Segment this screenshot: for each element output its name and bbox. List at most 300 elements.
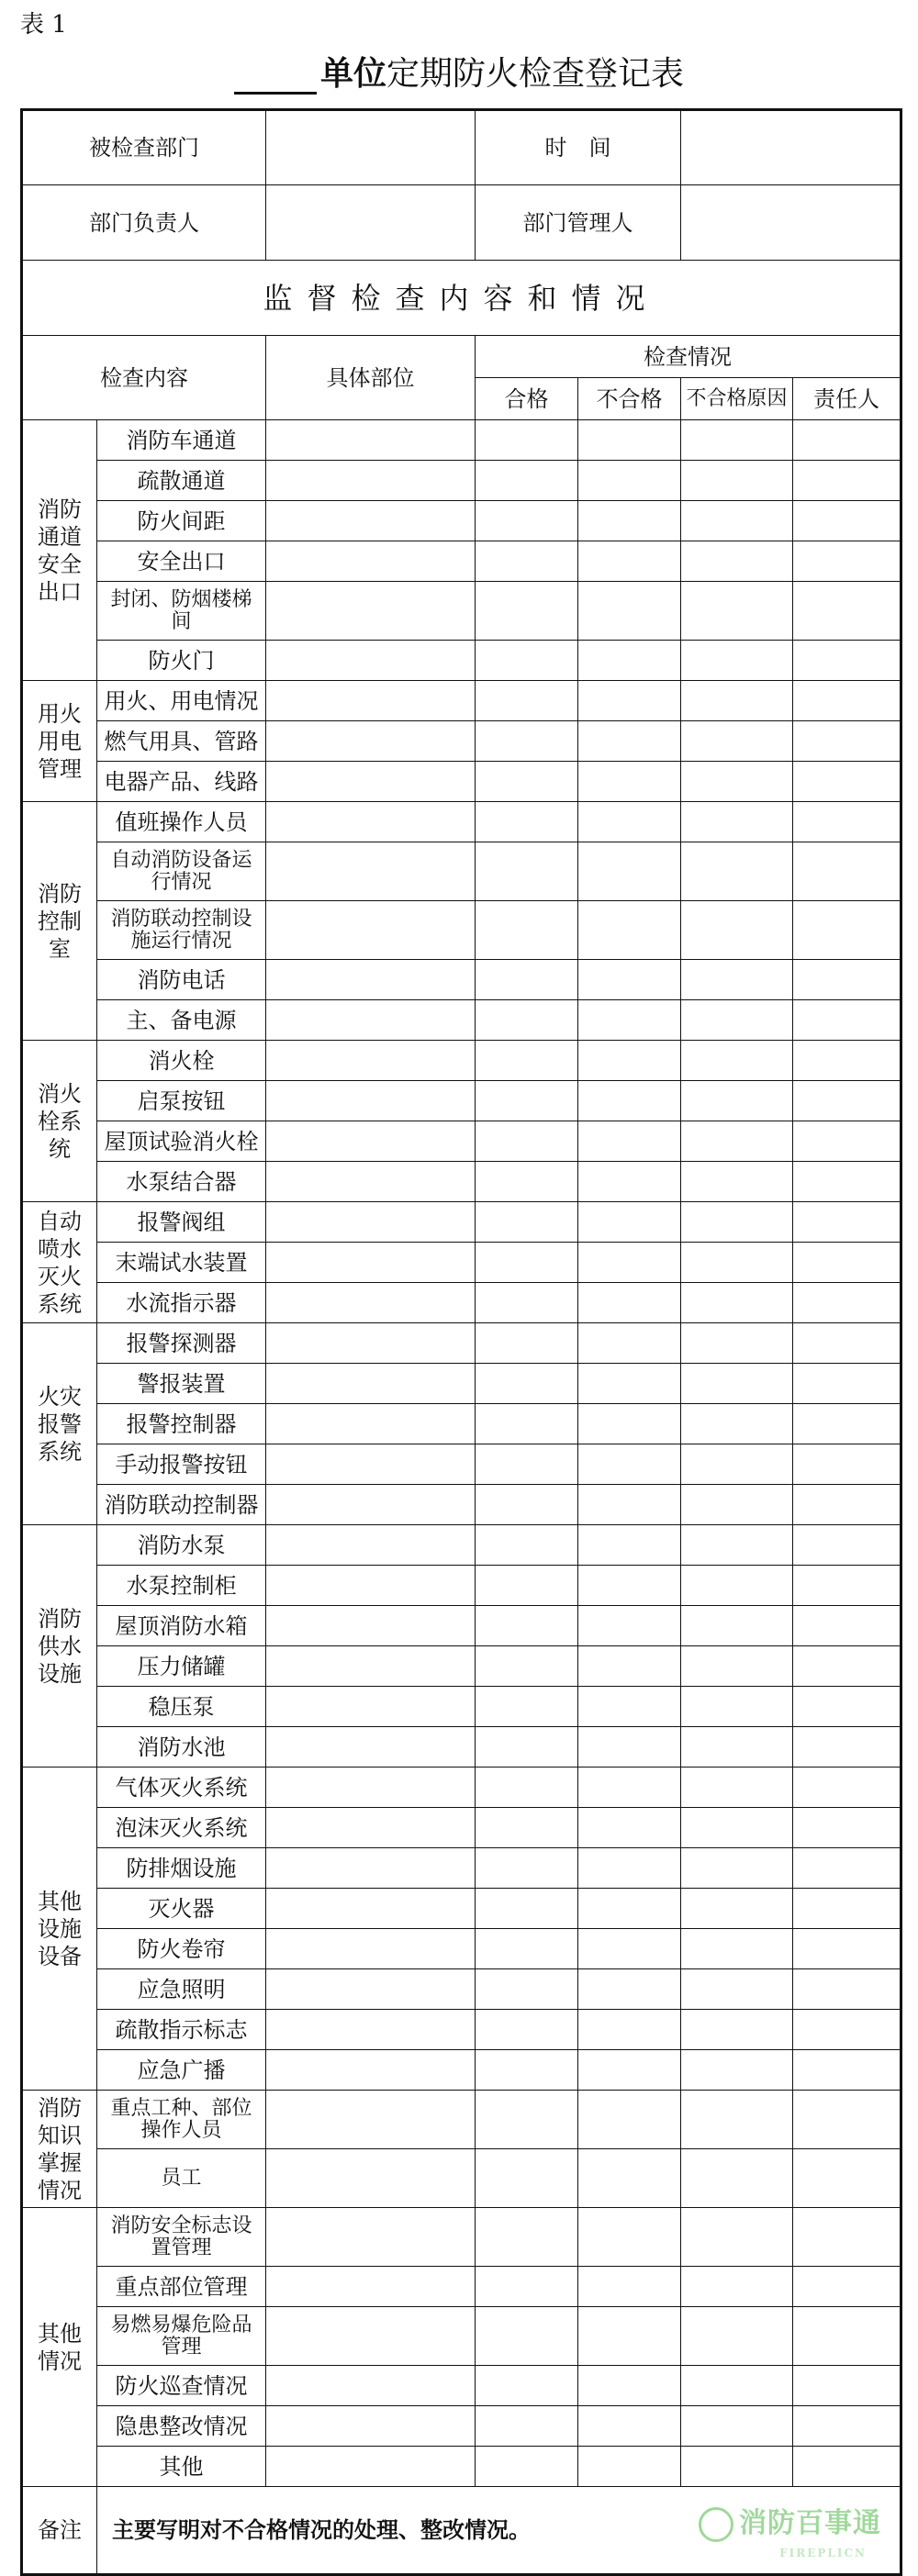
responsible-cell[interactable] xyxy=(793,2010,901,2050)
pass-cell[interactable] xyxy=(476,2208,578,2267)
fail-cell[interactable] xyxy=(578,1889,681,1929)
fail-cell[interactable] xyxy=(578,1404,681,1444)
table-row xyxy=(22,762,901,802)
table-row xyxy=(22,2149,901,2208)
fail-cell[interactable] xyxy=(578,1444,681,1485)
fail-cell[interactable] xyxy=(578,2010,681,2050)
fail-reason-cell[interactable] xyxy=(681,1283,793,1323)
pass-cell[interactable] xyxy=(476,1243,578,1283)
pass-cell[interactable] xyxy=(476,1525,578,1566)
location-cell[interactable] xyxy=(266,842,476,901)
location-cell[interactable] xyxy=(266,641,476,681)
table-row xyxy=(22,1969,901,2010)
fail-reason-cell[interactable] xyxy=(681,2307,793,2366)
unit-name-blank[interactable] xyxy=(234,61,317,95)
fail-reason-cell[interactable] xyxy=(681,1202,793,1243)
pass-cell[interactable] xyxy=(476,1889,578,1929)
pass-cell[interactable] xyxy=(476,1485,578,1525)
table-row xyxy=(22,1566,901,1606)
fail-cell[interactable] xyxy=(578,1081,681,1121)
header-pass: 合格 xyxy=(476,378,578,420)
location-cell[interactable] xyxy=(266,1243,476,1283)
item-label: 重点部位管理 xyxy=(97,2267,266,2307)
location-cell[interactable] xyxy=(266,1525,476,1566)
fail-reason-cell[interactable] xyxy=(681,420,793,461)
responsible-cell[interactable] xyxy=(793,461,901,501)
item-label: 警报装置 xyxy=(97,1364,266,1404)
category-cell: 其他 设施 设备 xyxy=(22,1768,97,2091)
location-cell[interactable] xyxy=(266,2366,476,2406)
pass-cell[interactable] xyxy=(476,641,578,681)
table-row xyxy=(22,1929,901,1969)
fail-reason-cell[interactable] xyxy=(681,1364,793,1404)
pass-cell[interactable] xyxy=(476,1323,578,1364)
fail-cell[interactable] xyxy=(578,2307,681,2366)
dept-head-field[interactable] xyxy=(266,185,476,261)
pass-cell[interactable] xyxy=(476,420,578,461)
fail-cell[interactable] xyxy=(578,1525,681,1566)
pass-cell[interactable] xyxy=(476,461,578,501)
fail-reason-cell[interactable] xyxy=(681,2091,793,2149)
category-cell: 其他 情况 xyxy=(22,2208,97,2487)
responsible-cell[interactable] xyxy=(793,1646,901,1687)
table-row xyxy=(22,2447,901,2487)
table-row xyxy=(22,420,901,461)
location-cell[interactable] xyxy=(266,2208,476,2267)
fail-cell[interactable] xyxy=(578,2050,681,2091)
location-cell[interactable] xyxy=(266,1202,476,1243)
fail-cell[interactable] xyxy=(578,2267,681,2307)
responsible-cell[interactable] xyxy=(793,1768,901,1808)
location-cell[interactable] xyxy=(266,1364,476,1404)
location-cell[interactable] xyxy=(266,1283,476,1323)
table-row xyxy=(22,802,901,842)
pass-cell[interactable] xyxy=(476,1041,578,1081)
fail-reason-cell[interactable] xyxy=(681,802,793,842)
fail-cell[interactable] xyxy=(578,1606,681,1646)
fail-cell[interactable] xyxy=(578,1969,681,2010)
responsible-cell[interactable] xyxy=(793,2366,901,2406)
pass-cell[interactable] xyxy=(476,1808,578,1848)
location-cell[interactable] xyxy=(266,1687,476,1727)
location-cell[interactable] xyxy=(266,1889,476,1929)
fail-reason-cell[interactable] xyxy=(681,2149,793,2208)
fail-cell[interactable] xyxy=(578,1768,681,1808)
pass-cell[interactable] xyxy=(476,1202,578,1243)
item-label: 泡沫灭火系统 xyxy=(97,1808,266,1848)
location-cell[interactable] xyxy=(266,901,476,960)
dept-manager-field[interactable] xyxy=(681,185,901,261)
fail-reason-cell[interactable] xyxy=(681,1404,793,1444)
pass-cell[interactable] xyxy=(476,960,578,1000)
location-cell[interactable] xyxy=(266,2406,476,2447)
fail-cell[interactable] xyxy=(578,501,681,541)
fail-cell[interactable] xyxy=(578,1243,681,1283)
fail-cell[interactable] xyxy=(578,1000,681,1041)
pass-cell[interactable] xyxy=(476,2307,578,2366)
responsible-cell[interactable] xyxy=(793,1929,901,1969)
location-cell[interactable] xyxy=(266,1808,476,1848)
responsible-cell[interactable] xyxy=(793,2307,901,2366)
fail-cell[interactable] xyxy=(578,1485,681,1525)
responsible-cell[interactable] xyxy=(793,1364,901,1404)
pass-cell[interactable] xyxy=(476,1848,578,1889)
fail-cell[interactable] xyxy=(578,1121,681,1162)
responsible-cell[interactable] xyxy=(793,721,901,762)
time-field[interactable] xyxy=(681,110,901,185)
location-cell[interactable] xyxy=(266,762,476,802)
responsible-cell[interactable] xyxy=(793,1041,901,1081)
fail-reason-cell[interactable] xyxy=(681,901,793,960)
fail-reason-cell[interactable] xyxy=(681,1485,793,1525)
pass-cell[interactable] xyxy=(476,1687,578,1727)
location-cell[interactable] xyxy=(266,2050,476,2091)
pass-cell[interactable] xyxy=(476,2091,578,2149)
item-label: 消防安全标志设置管理 xyxy=(97,2208,266,2267)
fail-cell[interactable] xyxy=(578,1202,681,1243)
item-label: 员工 xyxy=(97,2149,266,2208)
responsible-cell[interactable] xyxy=(793,1081,901,1121)
category-cell: 火灾 报警 系统 xyxy=(22,1323,97,1525)
responsible-cell[interactable] xyxy=(793,1162,901,1202)
pass-cell[interactable] xyxy=(476,1283,578,1323)
manager-row xyxy=(22,185,901,261)
pass-cell[interactable] xyxy=(476,1121,578,1162)
location-cell[interactable] xyxy=(266,2307,476,2366)
section-row xyxy=(22,261,901,336)
fail-cell[interactable] xyxy=(578,1323,681,1364)
responsible-cell[interactable] xyxy=(793,641,901,681)
fail-cell[interactable] xyxy=(578,2366,681,2406)
fail-cell[interactable] xyxy=(578,1929,681,1969)
responsible-cell[interactable] xyxy=(793,541,901,582)
fail-reason-cell[interactable] xyxy=(681,1444,793,1485)
fail-cell[interactable] xyxy=(578,2208,681,2267)
pass-cell[interactable] xyxy=(476,2406,578,2447)
page-title: 单位定期防火检查登记表 xyxy=(0,48,918,95)
location-cell[interactable] xyxy=(266,1121,476,1162)
pass-cell[interactable] xyxy=(476,1969,578,2010)
location-cell[interactable] xyxy=(266,2149,476,2208)
fail-cell[interactable] xyxy=(578,420,681,461)
item-label: 报警控制器 xyxy=(97,1404,266,1444)
pass-cell[interactable] xyxy=(476,721,578,762)
fail-cell[interactable] xyxy=(578,2091,681,2149)
location-cell[interactable] xyxy=(266,2447,476,2487)
pass-cell[interactable] xyxy=(476,1566,578,1606)
pass-cell[interactable] xyxy=(476,1444,578,1485)
fail-reason-cell[interactable] xyxy=(681,681,793,721)
fail-reason-cell[interactable] xyxy=(681,2050,793,2091)
location-cell[interactable] xyxy=(266,1768,476,1808)
table-row xyxy=(22,1202,901,1243)
fail-reason-cell[interactable] xyxy=(681,2447,793,2487)
responsible-cell[interactable] xyxy=(793,842,901,901)
watermark-logo: 消防百事通 xyxy=(699,2507,881,2542)
responsible-cell[interactable] xyxy=(793,2208,901,2267)
responsible-cell[interactable] xyxy=(793,681,901,721)
fail-reason-cell[interactable] xyxy=(681,2267,793,2307)
location-cell[interactable] xyxy=(266,2267,476,2307)
table-row xyxy=(22,1727,901,1768)
header-fail: 不合格 xyxy=(578,378,681,420)
pass-cell[interactable] xyxy=(476,2050,578,2091)
note-field[interactable] xyxy=(97,2487,901,2575)
fail-reason-cell[interactable] xyxy=(681,960,793,1000)
responsible-cell[interactable] xyxy=(793,2447,901,2487)
location-cell[interactable] xyxy=(266,1969,476,2010)
fail-reason-cell[interactable] xyxy=(681,721,793,762)
fail-cell[interactable] xyxy=(578,762,681,802)
pass-cell[interactable] xyxy=(476,2010,578,2050)
fail-cell[interactable] xyxy=(578,1162,681,1202)
fail-cell[interactable] xyxy=(578,1808,681,1848)
fail-reason-cell[interactable] xyxy=(681,1808,793,1848)
fail-reason-cell[interactable] xyxy=(681,501,793,541)
table-row xyxy=(22,1081,901,1121)
pass-cell[interactable] xyxy=(476,1162,578,1202)
fail-reason-cell[interactable] xyxy=(681,1323,793,1364)
location-cell[interactable] xyxy=(266,501,476,541)
fail-cell[interactable] xyxy=(578,802,681,842)
fail-reason-cell[interactable] xyxy=(681,1566,793,1606)
responsible-cell[interactable] xyxy=(793,2091,901,2149)
fail-cell[interactable] xyxy=(578,1727,681,1768)
responsible-cell[interactable] xyxy=(793,2406,901,2447)
header-fail-reason: 不合格原因 xyxy=(681,378,793,420)
location-cell[interactable] xyxy=(266,420,476,461)
location-cell[interactable] xyxy=(266,1162,476,1202)
item-label: 重点工种、部位操作人员 xyxy=(97,2091,266,2149)
table-label: 表 1 xyxy=(20,11,67,39)
item-label: 用火、用电情况 xyxy=(97,681,266,721)
pass-cell[interactable] xyxy=(476,681,578,721)
responsible-cell[interactable] xyxy=(793,1727,901,1768)
responsible-cell[interactable] xyxy=(793,420,901,461)
location-cell[interactable] xyxy=(266,1566,476,1606)
location-cell[interactable] xyxy=(266,1404,476,1444)
location-cell[interactable] xyxy=(266,721,476,762)
item-label: 屋顶试验消火栓 xyxy=(97,1121,266,1162)
fail-cell[interactable] xyxy=(578,2447,681,2487)
fail-cell[interactable] xyxy=(578,1687,681,1727)
fail-reason-cell[interactable] xyxy=(681,1929,793,1969)
pass-cell[interactable] xyxy=(476,762,578,802)
fail-reason-cell[interactable] xyxy=(681,1848,793,1889)
location-cell[interactable] xyxy=(266,1000,476,1041)
item-label: 应急广播 xyxy=(97,2050,266,2091)
location-cell[interactable] xyxy=(266,1848,476,1889)
fail-cell[interactable] xyxy=(578,960,681,1000)
pass-cell[interactable] xyxy=(476,1727,578,1768)
pass-cell[interactable] xyxy=(476,541,578,582)
pass-cell[interactable] xyxy=(476,1000,578,1041)
watermark-sub: FIREPLICN xyxy=(779,2547,867,2559)
fail-cell[interactable] xyxy=(578,681,681,721)
responsible-cell[interactable] xyxy=(793,1000,901,1041)
pass-cell[interactable] xyxy=(476,2149,578,2208)
responsible-cell[interactable] xyxy=(793,802,901,842)
fail-reason-cell[interactable] xyxy=(681,1162,793,1202)
header-content: 检查内容 xyxy=(22,336,266,420)
responsible-cell[interactable] xyxy=(793,582,901,641)
category-cell: 消防 供水 设施 xyxy=(22,1525,97,1768)
fail-cell[interactable] xyxy=(578,2406,681,2447)
location-cell[interactable] xyxy=(266,2091,476,2149)
fail-reason-cell[interactable] xyxy=(681,1243,793,1283)
pass-cell[interactable] xyxy=(476,501,578,541)
pass-cell[interactable] xyxy=(476,1404,578,1444)
fail-cell[interactable] xyxy=(578,1646,681,1687)
responsible-cell[interactable] xyxy=(793,1687,901,1727)
item-label: 疏散通道 xyxy=(97,461,266,501)
location-cell[interactable] xyxy=(266,541,476,582)
location-cell[interactable] xyxy=(266,960,476,1000)
fail-reason-cell[interactable] xyxy=(681,1687,793,1727)
fail-reason-cell[interactable] xyxy=(681,2366,793,2406)
location-cell[interactable] xyxy=(266,802,476,842)
responsible-cell[interactable] xyxy=(793,762,901,802)
fail-reason-cell[interactable] xyxy=(681,1969,793,2010)
category-cell: 用火 用电 管理 xyxy=(22,681,97,802)
fail-reason-cell[interactable] xyxy=(681,461,793,501)
item-label: 封闭、防烟楼梯间 xyxy=(97,582,266,641)
fail-reason-cell[interactable] xyxy=(681,1121,793,1162)
fail-cell[interactable] xyxy=(578,1566,681,1606)
fail-reason-cell[interactable] xyxy=(681,641,793,681)
responsible-cell[interactable] xyxy=(793,1444,901,1485)
pass-cell[interactable] xyxy=(476,1929,578,1969)
responsible-cell[interactable] xyxy=(793,2149,901,2208)
responsible-cell[interactable] xyxy=(793,1525,901,1566)
inspected-dept-field[interactable] xyxy=(266,110,476,185)
pass-cell[interactable] xyxy=(476,1364,578,1404)
responsible-cell[interactable] xyxy=(793,960,901,1000)
item-label: 安全出口 xyxy=(97,541,266,582)
table-row xyxy=(22,2091,901,2149)
pass-cell[interactable] xyxy=(476,2267,578,2307)
item-label: 报警阀组 xyxy=(97,1202,266,1243)
responsible-cell[interactable] xyxy=(793,1323,901,1364)
fail-cell[interactable] xyxy=(578,2149,681,2208)
location-cell[interactable] xyxy=(266,1606,476,1646)
fail-cell[interactable] xyxy=(578,1848,681,1889)
pass-cell[interactable] xyxy=(476,2447,578,2487)
item-label: 气体灭火系统 xyxy=(97,1768,266,1808)
pass-cell[interactable] xyxy=(476,2366,578,2406)
responsible-cell[interactable] xyxy=(793,1808,901,1848)
fail-cell[interactable] xyxy=(578,842,681,901)
location-cell[interactable] xyxy=(266,1081,476,1121)
pass-cell[interactable] xyxy=(476,842,578,901)
location-cell[interactable] xyxy=(266,1646,476,1687)
fail-cell[interactable] xyxy=(578,901,681,960)
table-row xyxy=(22,1646,901,1687)
fail-cell[interactable] xyxy=(578,582,681,641)
item-label: 报警探测器 xyxy=(97,1323,266,1364)
responsible-cell[interactable] xyxy=(793,1566,901,1606)
responsible-cell[interactable] xyxy=(793,1243,901,1283)
responsible-cell[interactable] xyxy=(793,901,901,960)
item-label: 水流指示器 xyxy=(97,1283,266,1323)
responsible-cell[interactable] xyxy=(793,1202,901,1243)
table-row xyxy=(22,1808,901,1848)
pass-cell[interactable] xyxy=(476,582,578,641)
fail-reason-cell[interactable] xyxy=(681,582,793,641)
location-cell[interactable] xyxy=(266,1444,476,1485)
fail-reason-cell[interactable] xyxy=(681,1000,793,1041)
location-cell[interactable] xyxy=(266,1727,476,1768)
header-row-1 xyxy=(22,336,901,378)
responsible-cell[interactable] xyxy=(793,2267,901,2307)
fail-cell[interactable] xyxy=(578,721,681,762)
pass-cell[interactable] xyxy=(476,901,578,960)
location-cell[interactable] xyxy=(266,1929,476,1969)
fail-reason-cell[interactable] xyxy=(681,2208,793,2267)
responsible-cell[interactable] xyxy=(793,1969,901,2010)
fail-reason-cell[interactable] xyxy=(681,541,793,582)
responsible-cell[interactable] xyxy=(793,1283,901,1323)
location-cell[interactable] xyxy=(266,1323,476,1364)
location-cell[interactable] xyxy=(266,1485,476,1525)
fail-reason-cell[interactable] xyxy=(681,842,793,901)
fail-cell[interactable] xyxy=(578,461,681,501)
responsible-cell[interactable] xyxy=(793,2050,901,2091)
fail-reason-cell[interactable] xyxy=(681,1727,793,1768)
fail-reason-cell[interactable] xyxy=(681,2010,793,2050)
responsible-cell[interactable] xyxy=(793,1485,901,1525)
fail-reason-cell[interactable] xyxy=(681,1081,793,1121)
responsible-cell[interactable] xyxy=(793,1848,901,1889)
responsible-cell[interactable] xyxy=(793,1404,901,1444)
fail-reason-cell[interactable] xyxy=(681,1768,793,1808)
location-cell[interactable] xyxy=(266,681,476,721)
fail-reason-cell[interactable] xyxy=(681,1606,793,1646)
location-cell[interactable] xyxy=(266,461,476,501)
item-label: 水泵结合器 xyxy=(97,1162,266,1202)
fail-reason-cell[interactable] xyxy=(681,1889,793,1929)
pass-cell[interactable] xyxy=(476,802,578,842)
responsible-cell[interactable] xyxy=(793,1606,901,1646)
responsible-cell[interactable] xyxy=(793,501,901,541)
fail-reason-cell[interactable] xyxy=(681,1525,793,1566)
location-cell[interactable] xyxy=(266,1041,476,1081)
fail-reason-cell[interactable] xyxy=(681,1041,793,1081)
table-row xyxy=(22,2267,901,2307)
fail-cell[interactable] xyxy=(578,1283,681,1323)
pass-cell[interactable] xyxy=(476,1768,578,1808)
location-cell[interactable] xyxy=(266,2010,476,2050)
responsible-cell[interactable] xyxy=(793,1121,901,1162)
item-label: 消防水泵 xyxy=(97,1525,266,1566)
fail-reason-cell[interactable] xyxy=(681,762,793,802)
pass-cell[interactable] xyxy=(476,1606,578,1646)
table-row xyxy=(22,1848,901,1889)
item-label: 应急照明 xyxy=(97,1969,266,2010)
fail-reason-cell[interactable] xyxy=(681,2406,793,2447)
inspection-form xyxy=(20,108,902,2576)
fail-cell[interactable] xyxy=(578,1041,681,1081)
pass-cell[interactable] xyxy=(476,1081,578,1121)
watermark-icon xyxy=(699,2507,733,2542)
fail-cell[interactable] xyxy=(578,541,681,582)
pass-cell[interactable] xyxy=(476,1646,578,1687)
location-cell[interactable] xyxy=(266,582,476,641)
fail-cell[interactable] xyxy=(578,1364,681,1404)
fail-cell[interactable] xyxy=(578,641,681,681)
fail-reason-cell[interactable] xyxy=(681,1646,793,1687)
responsible-cell[interactable] xyxy=(793,1889,901,1929)
